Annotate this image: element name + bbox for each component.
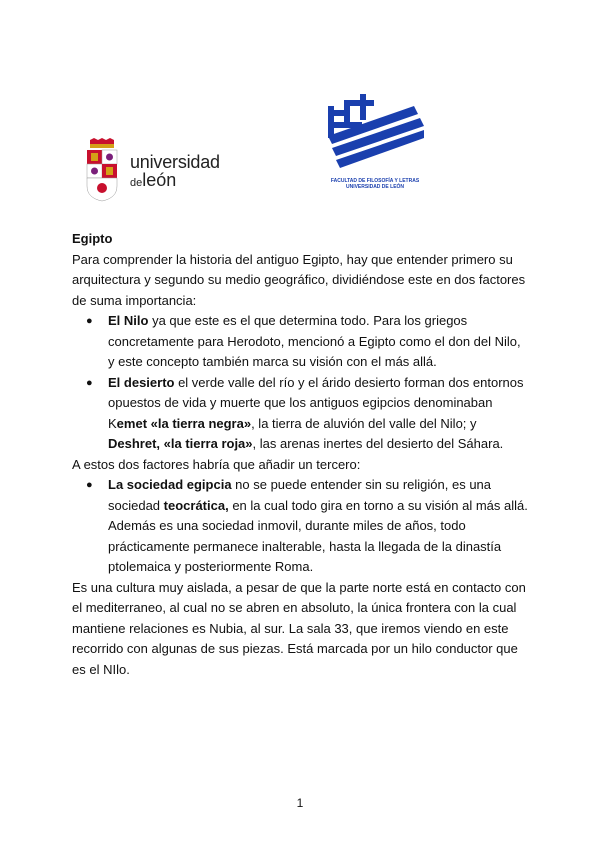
list-item-text: , las arenas inertes del desierto del Sáhara. [252, 436, 504, 451]
list-item-bold-deshret: Deshret, «la tierra roja» [108, 436, 253, 451]
list-item-bold: El Nilo [108, 313, 149, 328]
list-item-nilo [72, 311, 530, 373]
facultad-caption [320, 178, 430, 190]
transition-paragraph: A estos dos factores habría que añadir un tercero: [72, 456, 361, 472]
section-title: Egipto [72, 231, 113, 246]
list-item-bold-kemet: emet «la tierra negra» [116, 415, 252, 431]
list-item-bold: El desierto [108, 374, 175, 390]
facultad-caption-line2: UNIVERSIDAD DE LEÓN [345, 184, 405, 190]
closing-paragraph: Es una cultura muy aislada, a pesar de que la parte norte está en contacto con el mediterraneo, al cual no se abren en absoluto, la única frontera con la cual mantiene relaciones es Nubia, al sur. La sala 33, que iremos viendo en este recorrido con algunas de sus piezas. Está marcada por un hilo conductor que es el NIlo. [72, 579, 526, 677]
document-body [72, 229, 530, 680]
list-item-sociedad [72, 475, 530, 578]
list-item-text: , la tierra de aluvión del valle del Nilo; y [251, 415, 477, 431]
third-factor-list [72, 475, 530, 578]
facultad-logo [320, 92, 430, 202]
list-item-bold-teocratica: teocrática, [163, 497, 229, 513]
factor-list [72, 311, 530, 455]
page-number: 1 [296, 796, 304, 810]
universidad-leon-logo [82, 138, 222, 204]
ule-wordmark [130, 152, 220, 191]
ule-name: universidad [130, 152, 220, 172]
coat-of-arms-icon [82, 138, 122, 202]
list-item-desierto [72, 373, 530, 455]
list-item-text: ya que este es el que determina todo. Para los griegos concretamente para Herodoto, mencionó a Egipto como el don del Nilo, y este concepto también marca su visión con el más allá. [108, 313, 521, 369]
list-item-text: el verde valle del río y el árido desierto forman dos entornos opuestos de vida y muerte que los antiguos egipcios denominaban K [108, 374, 524, 431]
facultad-caption-line1: FACULTAD DE FILOSOFÍA Y LETRAS [330, 178, 420, 184]
ule-place-prefix: de [130, 177, 143, 189]
bullet-icon: ● [86, 479, 93, 491]
bullet-icon: ● [86, 315, 93, 327]
list-item-text: en la cual todo gira en torno a su visión al más allá. Además es una sociedad inmovil, durante miles de años, todo prácticamente permanece inalterable, hasta la llegada de la dinastía ptolemaica y posteriormente Roma. [108, 497, 528, 574]
facultad-emblem-icon [320, 92, 430, 172]
list-item-text: no se puede entender sin su religión, es una sociedad [108, 477, 492, 513]
intro-paragraph: Para comprender la historia del antiguo Egipto, hay que entender primero su arquitectura y segundo su medio geográfico, dividiéndose este en dos factores de suma importancia: [72, 251, 526, 308]
ule-place-name: león [142, 170, 177, 190]
list-item-bold: La sociedad egipcia [108, 477, 232, 492]
bullet-icon: ● [86, 376, 93, 389]
ule-place [130, 170, 220, 191]
